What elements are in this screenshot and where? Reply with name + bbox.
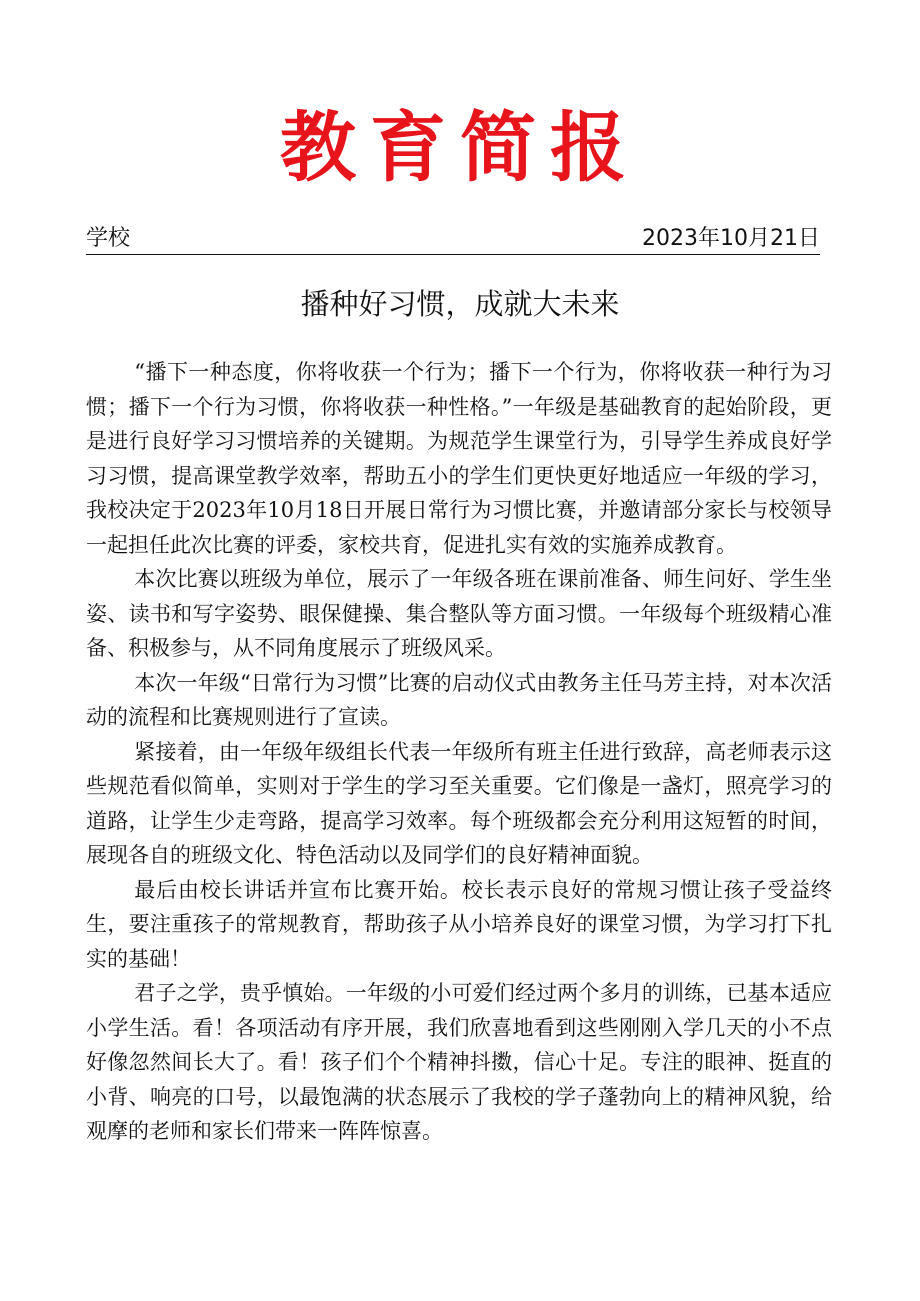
paragraph: 紧接着，由一年级年级组长代表一年级所有班主任进行致辞，高老师表示这些规范看似简单，实则对于学生的学习至关重要。它们像是一盏灯，照亮学习的道路，让学生少走弯路，提高学习效率。每个班级都会充分利用这短暂的时间，展现各自的班级文化、特色活动以及同学们的良好精神面貌。 — [86, 739, 832, 867]
paragraph: “播下一种态度，你将收获一个行为；播下一个行为，你将收获一种行为习惯；播下一个行为习惯，你将收获一种性格。”一年级是基础教育的起始阶段，更是进行良好学习习惯培养的关键期。为规范学生课堂行为，引导学生养成良好学习习惯，提高课堂教学效率，帮助五小的学生们更快更好地适应一年级的学习，我校决定于2023年10月18日开展日常行为习惯比赛，并邀请部分家长与校领导一起担任此次比赛的评委，家校共育，促进扎实有效的实施养成教育。 — [86, 360, 832, 557]
meta-row — [86, 224, 820, 255]
masthead-title: 教育简报 — [280, 103, 640, 192]
issue-date: 2023年10月21日 — [642, 226, 820, 251]
school-label: 学校 — [86, 226, 131, 251]
paragraph: 本次一年级“日常行为习惯”比赛的启动仪式由教务主任马芳主持，对本次活动的流程和比赛规则进行了宣读。 — [86, 670, 832, 729]
article-headline: 播种好习惯，成就大未来 — [300, 287, 620, 321]
article-body — [86, 355, 832, 1149]
paragraph: 本次比赛以班级为单位，展示了一年级各班在课前准备、师生问好、学生坐姿、读书和写字姿势、眼保健操、集合整队等方面习惯。一年级每个班级精心准备、积极参与，从不同角度展示了班级风采。 — [86, 567, 832, 660]
paragraph: 最后由校长讲话并宣布比赛开始。校长表示良好的常规习惯让孩子受益终生，要注重孩子的常规教育，帮助孩子从小培养良好的课堂习惯，为学习打下扎实的基础！ — [86, 877, 832, 971]
paragraph: 君子之学，贵乎慎始。一年级的小可爱们经过两个多月的训练，已基本适应小学生活。看！各项活动有序开展，我们欣喜地看到这些刚刚入学几天的小不点好像忽然间长大了。看！孩子们个个精神抖擞，信心十足。专注的眼神、挺直的小背、响亮的口号，以最饱满的状态展示了我校的学子蓬勃向上的精神风貌，给观摩的老师和家长们带来一阵阵惊喜。 — [86, 981, 832, 1143]
